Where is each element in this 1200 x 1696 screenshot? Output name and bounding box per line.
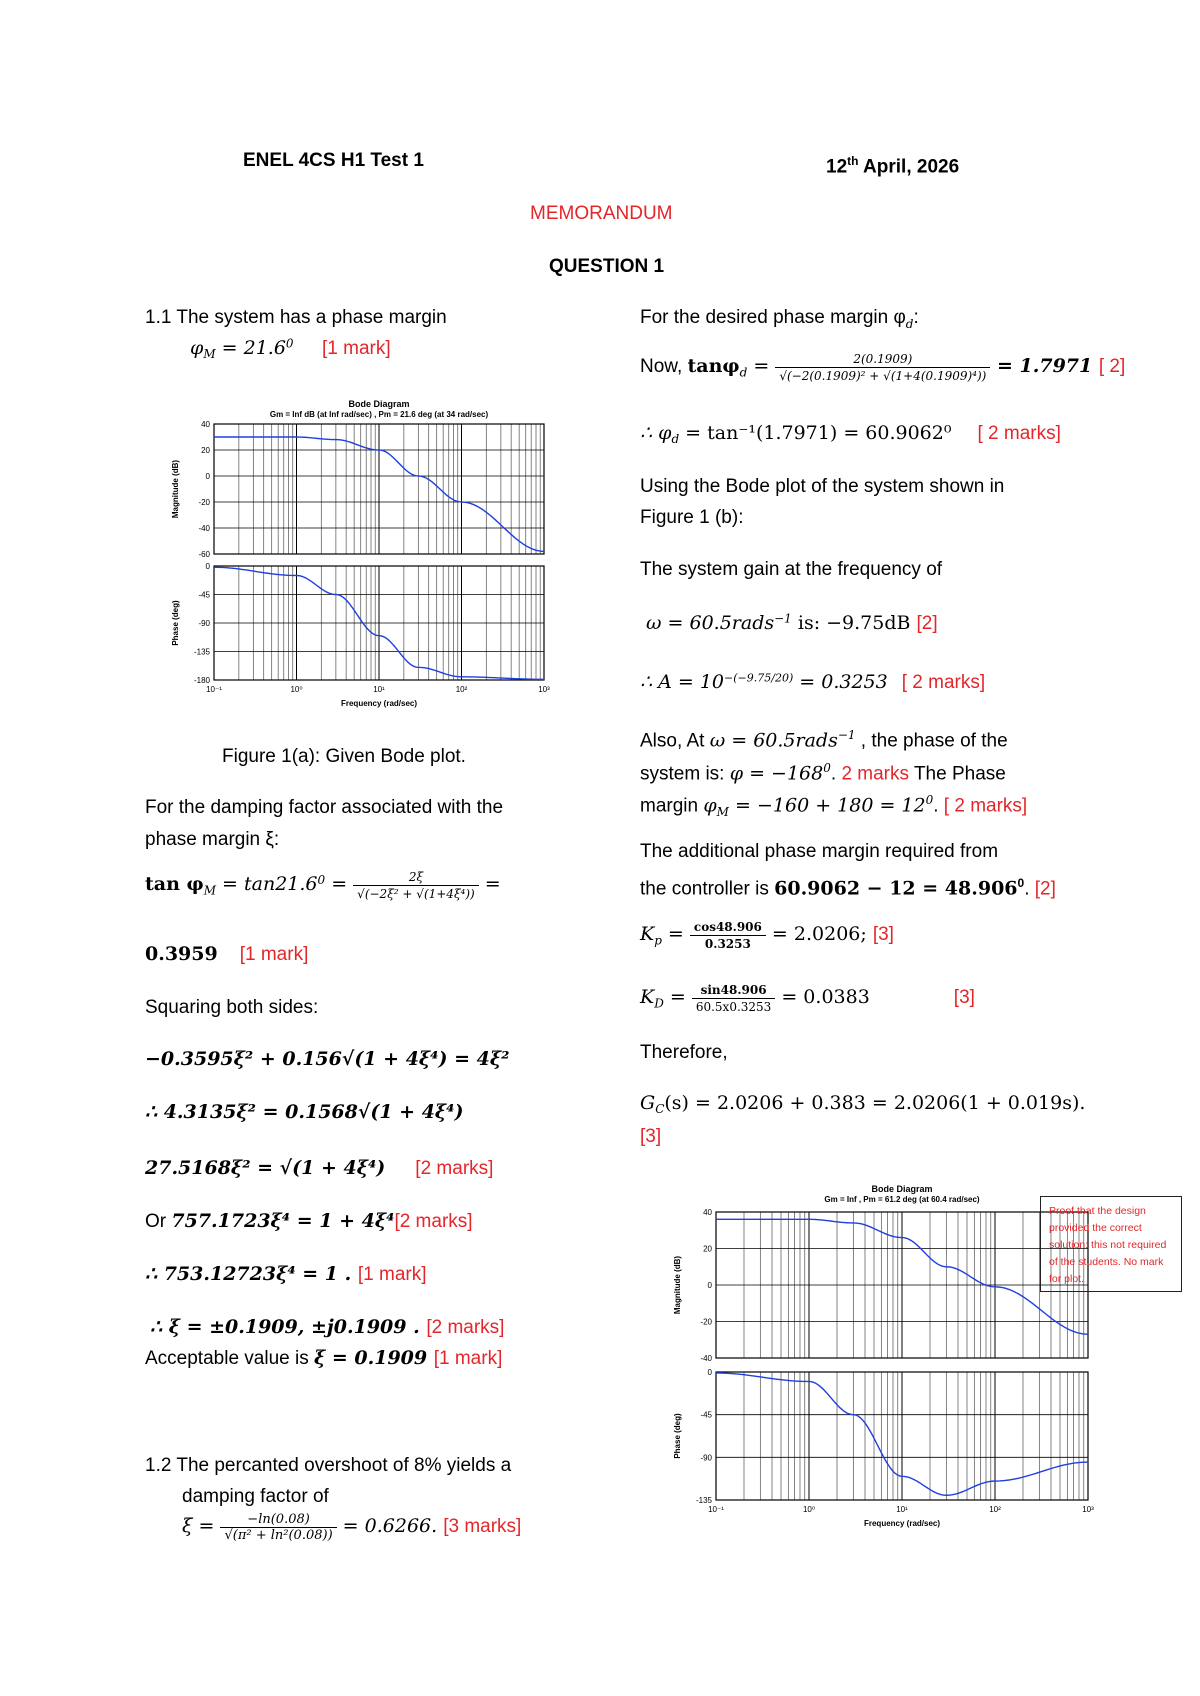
x-axis-label: Frequency (rad/sec): [340, 699, 418, 708]
y-tick-label: 20: [201, 446, 210, 455]
memorandum-heading: MEMORANDUM: [530, 203, 673, 224]
gain-text: The system gain at the frequency of: [640, 559, 943, 580]
equation-2: ∴ 4.3135ξ² = 0.1568√(1 + 4ξ⁴): [145, 1101, 464, 1123]
y-tick-label: 0: [205, 472, 210, 481]
y-tick-label: -20: [700, 1317, 712, 1327]
additional-pm-1: The additional phase margin required from: [640, 841, 999, 862]
x-tick-label: 10²: [989, 1505, 1001, 1514]
kp-equation: $K_p$ = $\frac{\cos 48.906}{0.3253}$ = 2.0206; [3]: [640, 920, 894, 951]
damping-text-1: For the damping factor associated with the: [145, 797, 504, 818]
omega-gain-eq: ω = 60.5rads$^{-1}$ is: −9.75dB [2]: [646, 611, 938, 634]
y-tick-label: 40: [201, 420, 210, 429]
y-axis-label: Phase (deg): [673, 1413, 682, 1459]
y-tick-label: 0: [707, 1368, 712, 1377]
x-tick-label: 10⁻¹: [708, 1505, 724, 1514]
x-tick-label: 10¹: [896, 1505, 908, 1514]
tan-equation: $\tan \varphi_M = \tan 21.6^0$ = $\frac{2\xi}{\text{√(−2ξ² + √(1+4ξ⁴))}}$ =: [145, 870, 501, 901]
y-axis-label: Magnitude (dB): [171, 459, 180, 519]
xi-equation: ξ = $\frac{-\ln(0.08)}{\text{√(π² + ln²(0.08))}}$ = 0.6266. [3 marks]: [182, 1512, 522, 1543]
x-tick-label: 10³: [538, 685, 550, 694]
y-tick-label: 0: [707, 1281, 712, 1290]
y-tick-label: -90: [198, 619, 210, 628]
figure-1a-caption: Figure 1(a): Given Bode plot.: [222, 746, 466, 767]
y-tick-label: -20: [198, 498, 210, 507]
y-tick-label: -40: [198, 524, 210, 533]
y-tick-label: -180: [193, 676, 210, 685]
equation-1: −0.3595ξ² + 0.156√(1 + 4ξ⁴) = 4ξ²: [145, 1048, 510, 1070]
controller-mark: [3]: [640, 1126, 662, 1147]
y-axis-label: Phase (deg): [171, 600, 180, 646]
using-bode-text-2: Figure 1 (b):: [640, 507, 744, 528]
tan-value: 0.3959 [1 mark]: [145, 943, 309, 965]
phase-margin-eq: $\varphi_M = 21.6^0$ [1 mark]: [190, 336, 391, 362]
damping-text-2: phase margin ξ:: [145, 829, 280, 850]
gain-a-eq: ∴ $A = 10^{-(-9.75/20)} = 0.3253$ [ 2 marks]: [640, 671, 986, 693]
x-tick-label: 10⁰: [802, 1505, 816, 1514]
bode-plot-given: [168, 398, 558, 718]
y-tick-label: -40: [700, 1354, 712, 1363]
also-line-2: system is: $\varphi = -168^0$. 2 marks The Phase: [640, 761, 1006, 785]
squaring-text: Squaring both sides:: [145, 997, 319, 1018]
additional-pm-2: the controller is $60.9062 - 12 = 48.906^0$. [2]: [640, 876, 1056, 900]
proof-note: Proof that the design provided the correct solution: this not required of the students. No mark for plot.: [1040, 1196, 1182, 1292]
q1-2-text-1: 1.2 The percanted overshoot of 8% yields a: [145, 1455, 512, 1476]
phid-equation: ∴ $\varphi_d = \tan^{-1}(1.7971) = 60.9062^0$ [ 2 marks]: [640, 422, 1061, 447]
chart-title: Bode Diagram: [871, 1184, 933, 1194]
chart-subtitle: Gm = Inf , Pm = 61.2 deg (at 60.4 rad/sec): [824, 1195, 980, 1204]
y-axis-label: Magnitude (dB): [673, 1255, 682, 1315]
chart-subtitle: Gm = Inf dB (at Inf rad/sec) , Pm = 21.6 deg (at 34 rad/sec): [269, 410, 489, 419]
equation-6: ∴ ξ = ±0.1909, ±j0.1909 . [2 marks]: [150, 1316, 505, 1338]
x-tick-label: 10⁰: [290, 685, 303, 694]
kd-equation: $K_D$ = $\frac{\sin 48.906}{60.5x0.3253}$ = 0.0383 [3]: [640, 983, 975, 1014]
also-line-3: margin $\varphi_M = -160 + 180 = 12^0$. [ 2 marks]: [640, 793, 1028, 820]
tan-phid-equation: Now, tanφ$_d$ = $\frac{2(0.1909)}{\text{√(−2(0.1909)² + √(1+4(0.1909)⁴))}}$ = 1.7971 [ 2]: [640, 352, 1126, 383]
y-tick-label: -45: [700, 1410, 712, 1420]
y-tick-label: -90: [700, 1453, 712, 1463]
therefore-text: Therefore,: [640, 1042, 728, 1063]
x-tick-label: 10⁻¹: [206, 685, 222, 694]
y-tick-label: 40: [703, 1208, 712, 1217]
y-tick-label: -135: [695, 1496, 712, 1505]
q1-2-text-2: damping factor of: [182, 1486, 329, 1507]
course-title: ENEL 4CS H1 Test 1: [243, 150, 424, 171]
y-tick-label: 0: [205, 562, 210, 571]
x-tick-label: 10¹: [373, 685, 385, 694]
desired-pm-text: For the desired phase margin $\varphi_d$:: [640, 307, 919, 331]
equation-5: ∴ 753.12723ξ⁴ = 1 . [1 mark]: [145, 1263, 427, 1285]
acceptable-value: Acceptable value is ξ = 0.1909 [1 mark]: [145, 1347, 503, 1369]
chart-title: Bode Diagram: [348, 399, 410, 409]
equation-4: Or 757.1723ξ⁴ = 1 + 4ξ⁴[2 marks]: [145, 1210, 473, 1232]
x-tick-label: 10³: [1082, 1505, 1094, 1514]
x-axis-label: Frequency (rad/sec): [863, 1519, 941, 1528]
question-heading: QUESTION 1: [549, 256, 665, 277]
equation-3: 27.5168ξ² = √(1 + 4ξ⁴) [2 marks]: [145, 1157, 494, 1179]
y-tick-label: -45: [198, 590, 210, 600]
also-line-1: Also, At ω = 60.5rads$^{-1}$ , the phase of the: [640, 728, 1008, 752]
y-tick-label: -60: [198, 550, 210, 559]
test-date: 12th April, 2026: [826, 154, 960, 178]
using-bode-text-1: Using the Bode plot of the system shown in: [640, 476, 1005, 497]
y-tick-label: -135: [193, 647, 210, 657]
bode-plot-compensated: [668, 1182, 1098, 1528]
y-tick-label: 20: [703, 1244, 712, 1254]
q1-1-text: 1.1 The system has a phase margin: [145, 307, 447, 328]
controller-equation: $G_C(s) = 2.0206 + 0.383 = 2.0206(1 + 0.019s)$.: [640, 1092, 1086, 1117]
x-tick-label: 10²: [455, 685, 468, 694]
